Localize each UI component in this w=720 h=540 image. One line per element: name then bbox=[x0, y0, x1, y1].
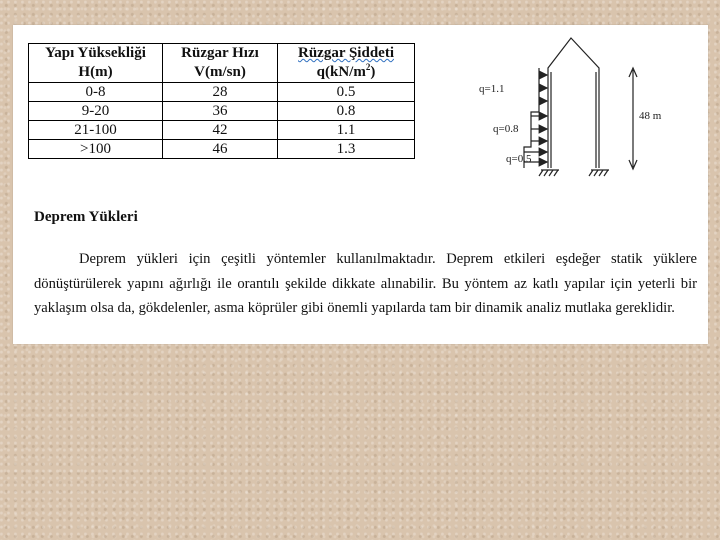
table-header-row bbox=[29, 44, 415, 83]
table-cell: >100 bbox=[29, 140, 163, 159]
header-building-height-unit: H(m) bbox=[78, 64, 113, 80]
table-cell: 0-8 bbox=[29, 83, 163, 102]
header-wind-pressure-exponent: 2 bbox=[365, 62, 371, 72]
header-wind-speed bbox=[163, 44, 278, 83]
wind-load-diagram bbox=[463, 30, 693, 200]
section-heading: Deprem Yükleri bbox=[34, 209, 138, 225]
header-wind-pressure-label: Rüzgar Şiddeti bbox=[298, 45, 394, 61]
table-cell: 21-100 bbox=[29, 121, 163, 140]
header-wind-pressure-unit-close: ) bbox=[370, 64, 376, 80]
header-wind-pressure-unit: q(kN/m bbox=[316, 64, 366, 80]
building-frame bbox=[548, 38, 599, 168]
table-row bbox=[29, 102, 415, 121]
header-wind-speed-unit: V(m/sn) bbox=[194, 64, 246, 80]
table-cell: 0.8 bbox=[278, 102, 415, 121]
table-cell: 1.3 bbox=[278, 140, 415, 159]
table-row bbox=[29, 121, 415, 140]
header-building-height-label: Yapı Yüksekliği bbox=[45, 45, 146, 61]
table-row bbox=[29, 140, 415, 159]
table-cell: 9-20 bbox=[29, 102, 163, 121]
load-label-upper: q=1.1 bbox=[479, 83, 505, 95]
header-wind-speed-label: Rüzgar Hızı bbox=[181, 45, 259, 61]
table-cell: 0.5 bbox=[278, 83, 415, 102]
table-cell: 36 bbox=[163, 102, 278, 121]
height-label: 48 m bbox=[639, 110, 662, 122]
document-page bbox=[13, 25, 708, 344]
table-cell: 46 bbox=[163, 140, 278, 159]
table-cell: 28 bbox=[163, 83, 278, 102]
table-cell: 42 bbox=[163, 121, 278, 140]
header-wind-pressure bbox=[278, 44, 415, 83]
header-building-height bbox=[29, 44, 163, 83]
table-row bbox=[29, 83, 415, 102]
load-label-lower: q=0.5 bbox=[506, 153, 532, 165]
load-label-middle: q=0.8 bbox=[493, 123, 519, 135]
table-cell: 1.1 bbox=[278, 121, 415, 140]
section-paragraph: Deprem yükleri için çeşitli yöntemler kullanılmaktadır. Deprem etkileri eşdeğer statik yüklere dönüştürülerek yapını ağırlığı ile orantılı şekilde dikkate alınabilir. Bu yöntem az katlı yapılar için yeterli bir yaklaşım olsa da, gökdelenler, asma köprüler gibi önemli yapılarda tam bir dinamik analiz mutlaka gereklidir. bbox=[34, 251, 697, 316]
wind-load-table bbox=[28, 43, 415, 159]
